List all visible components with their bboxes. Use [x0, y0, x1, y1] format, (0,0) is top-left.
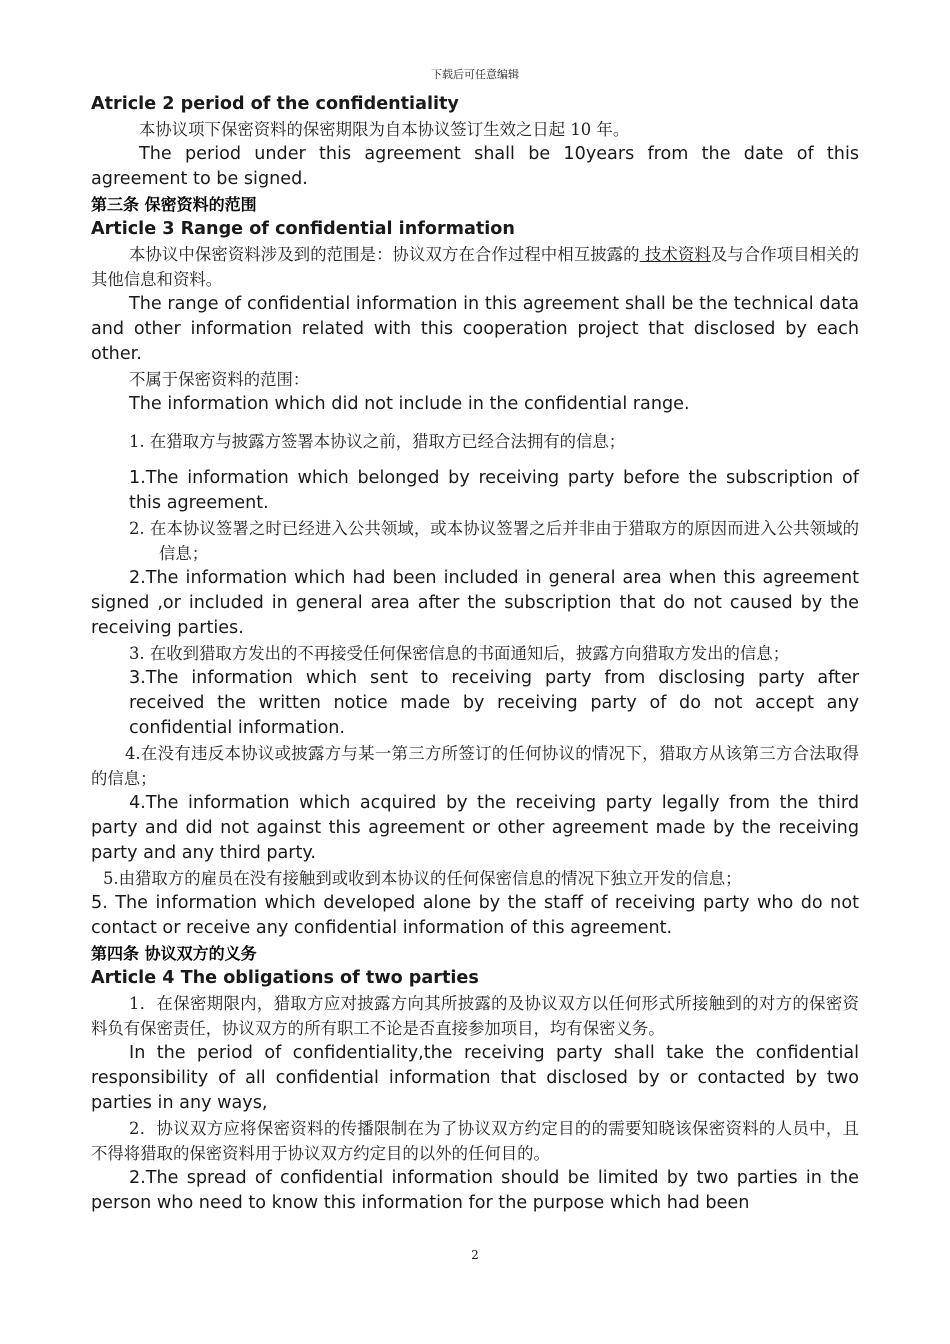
exclusion-item4-en: 4.The information which acquired by the receiving party legally from the third party and did not against this agreement or other agreement made by the receiving party and any third party. [91, 793, 859, 863]
exclusion-item5-zh: 5.由猎取方的雇员在没有接触到或收到本协议的任何保密信息的情况下独立开发的信息； [103, 869, 742, 888]
page-header: 下载后可任意编辑 [431, 68, 519, 81]
article3-heading-en: Article 3 Range of confidential information [91, 219, 515, 239]
range-zh-after: 及与合作项目相关的其他信息和资料。 [91, 245, 859, 289]
exclusion-item1-en: 1.The information which belonged by receiving party before the subscription of this agreement. [129, 468, 859, 513]
article4-heading-en: Article 4 The obligations of two parties [91, 968, 479, 988]
exclusion-heading-en: The information which did not include in the confidential range. [129, 394, 690, 414]
exclusion-item3-zh: 3. 在收到猎取方发出的不再接受任何保密信息的书面通知后，披露方向猎取方发出的信息； [129, 644, 790, 663]
exclusion-item3-en: 3.The information which sent to receiving party from disclosing party after received the written notice made by receiving party of do not accept any confidential information. [129, 668, 859, 738]
article4-item2-zh: 2．协议双方应将保密资料的传播限制在为了协议双方约定目的的需要知晓该保密资料的人员中，且不得将猎取的保密资料用于协议双方约定目的以外的任何目的。 [91, 1119, 859, 1163]
exclusion-item1-zh: 1. 在猎取方与披露方签署本协议之前，猎取方已经合法拥有的信息； [129, 432, 626, 451]
range-zh-before: 本协议中保密资料涉及到的范围是：协议双方在合作过程中相互披露的 [129, 245, 640, 264]
exclusion-item4-zh: 4.在没有违反本协议或披露方与某一第三方所签订的任何协议的情况下，猎取方从该第三方合法取得的信息； [91, 744, 859, 788]
article3-heading-zh: 第三条 保密资料的范围 [91, 195, 257, 214]
exclusion-item2-en: 2.The information which had been included in general area when this agreement signed ,or included in general area after the subscription that do not caused by the receiving parties. [91, 568, 859, 638]
spacer [91, 454, 859, 466]
article2-heading-en: Atricle 2 period of the confidentiality [91, 94, 459, 114]
spacer [91, 417, 859, 429]
range-zh-underlined: 技术资料 [639, 245, 711, 264]
exclusion-item5-en: 5. The information which developed alone by the staff of receiving party who do not contact or receive any confidential information of this agreement. [91, 893, 859, 938]
article3-range-en: The range of confidential information in this agreement shall be the technical data and other information related with this cooperation project that disclosed by each other. [91, 294, 859, 364]
exclusion-item2-zh: 2. 在本协议签署之时已经进入公共领域，或本协议签署之后并非由于猎取方的原因而进入公共领域的信息； [129, 519, 859, 563]
article2-text-en: The period under this agreement shall be 10years from the date of this agreement to be signed. [91, 144, 859, 189]
page-number: 2 [471, 1248, 479, 1262]
article4-item2-en: 2.The spread of confidential information should be limited by two parties in the person who need to know this information for the purpose which had been [91, 1168, 859, 1213]
article3-range-zh [91, 242, 859, 292]
article4-item1-zh: 1．在保密期限内，猎取方应对披露方向其所披露的及协议双方以任何形式所接触到的对方的保密资料负有保密责任，协议双方的所有职工不论是否直接参加项目，均有保密义务。 [91, 994, 859, 1038]
article2-text-zh: 本协议项下保密资料的保密期限为自本协议签订生效之日起 10 年。 [139, 120, 630, 139]
article4-item1-en: In the period of confidentiality,the receiving party shall take the confidential responsibility of all confidential information that disclosed by or contacted by two parties in any ways, [91, 1043, 859, 1113]
document-body [91, 92, 859, 1216]
exclusion-heading-zh: 不属于保密资料的范围： [129, 370, 310, 389]
article4-heading-zh: 第四条 协议双方的义务 [91, 944, 257, 963]
